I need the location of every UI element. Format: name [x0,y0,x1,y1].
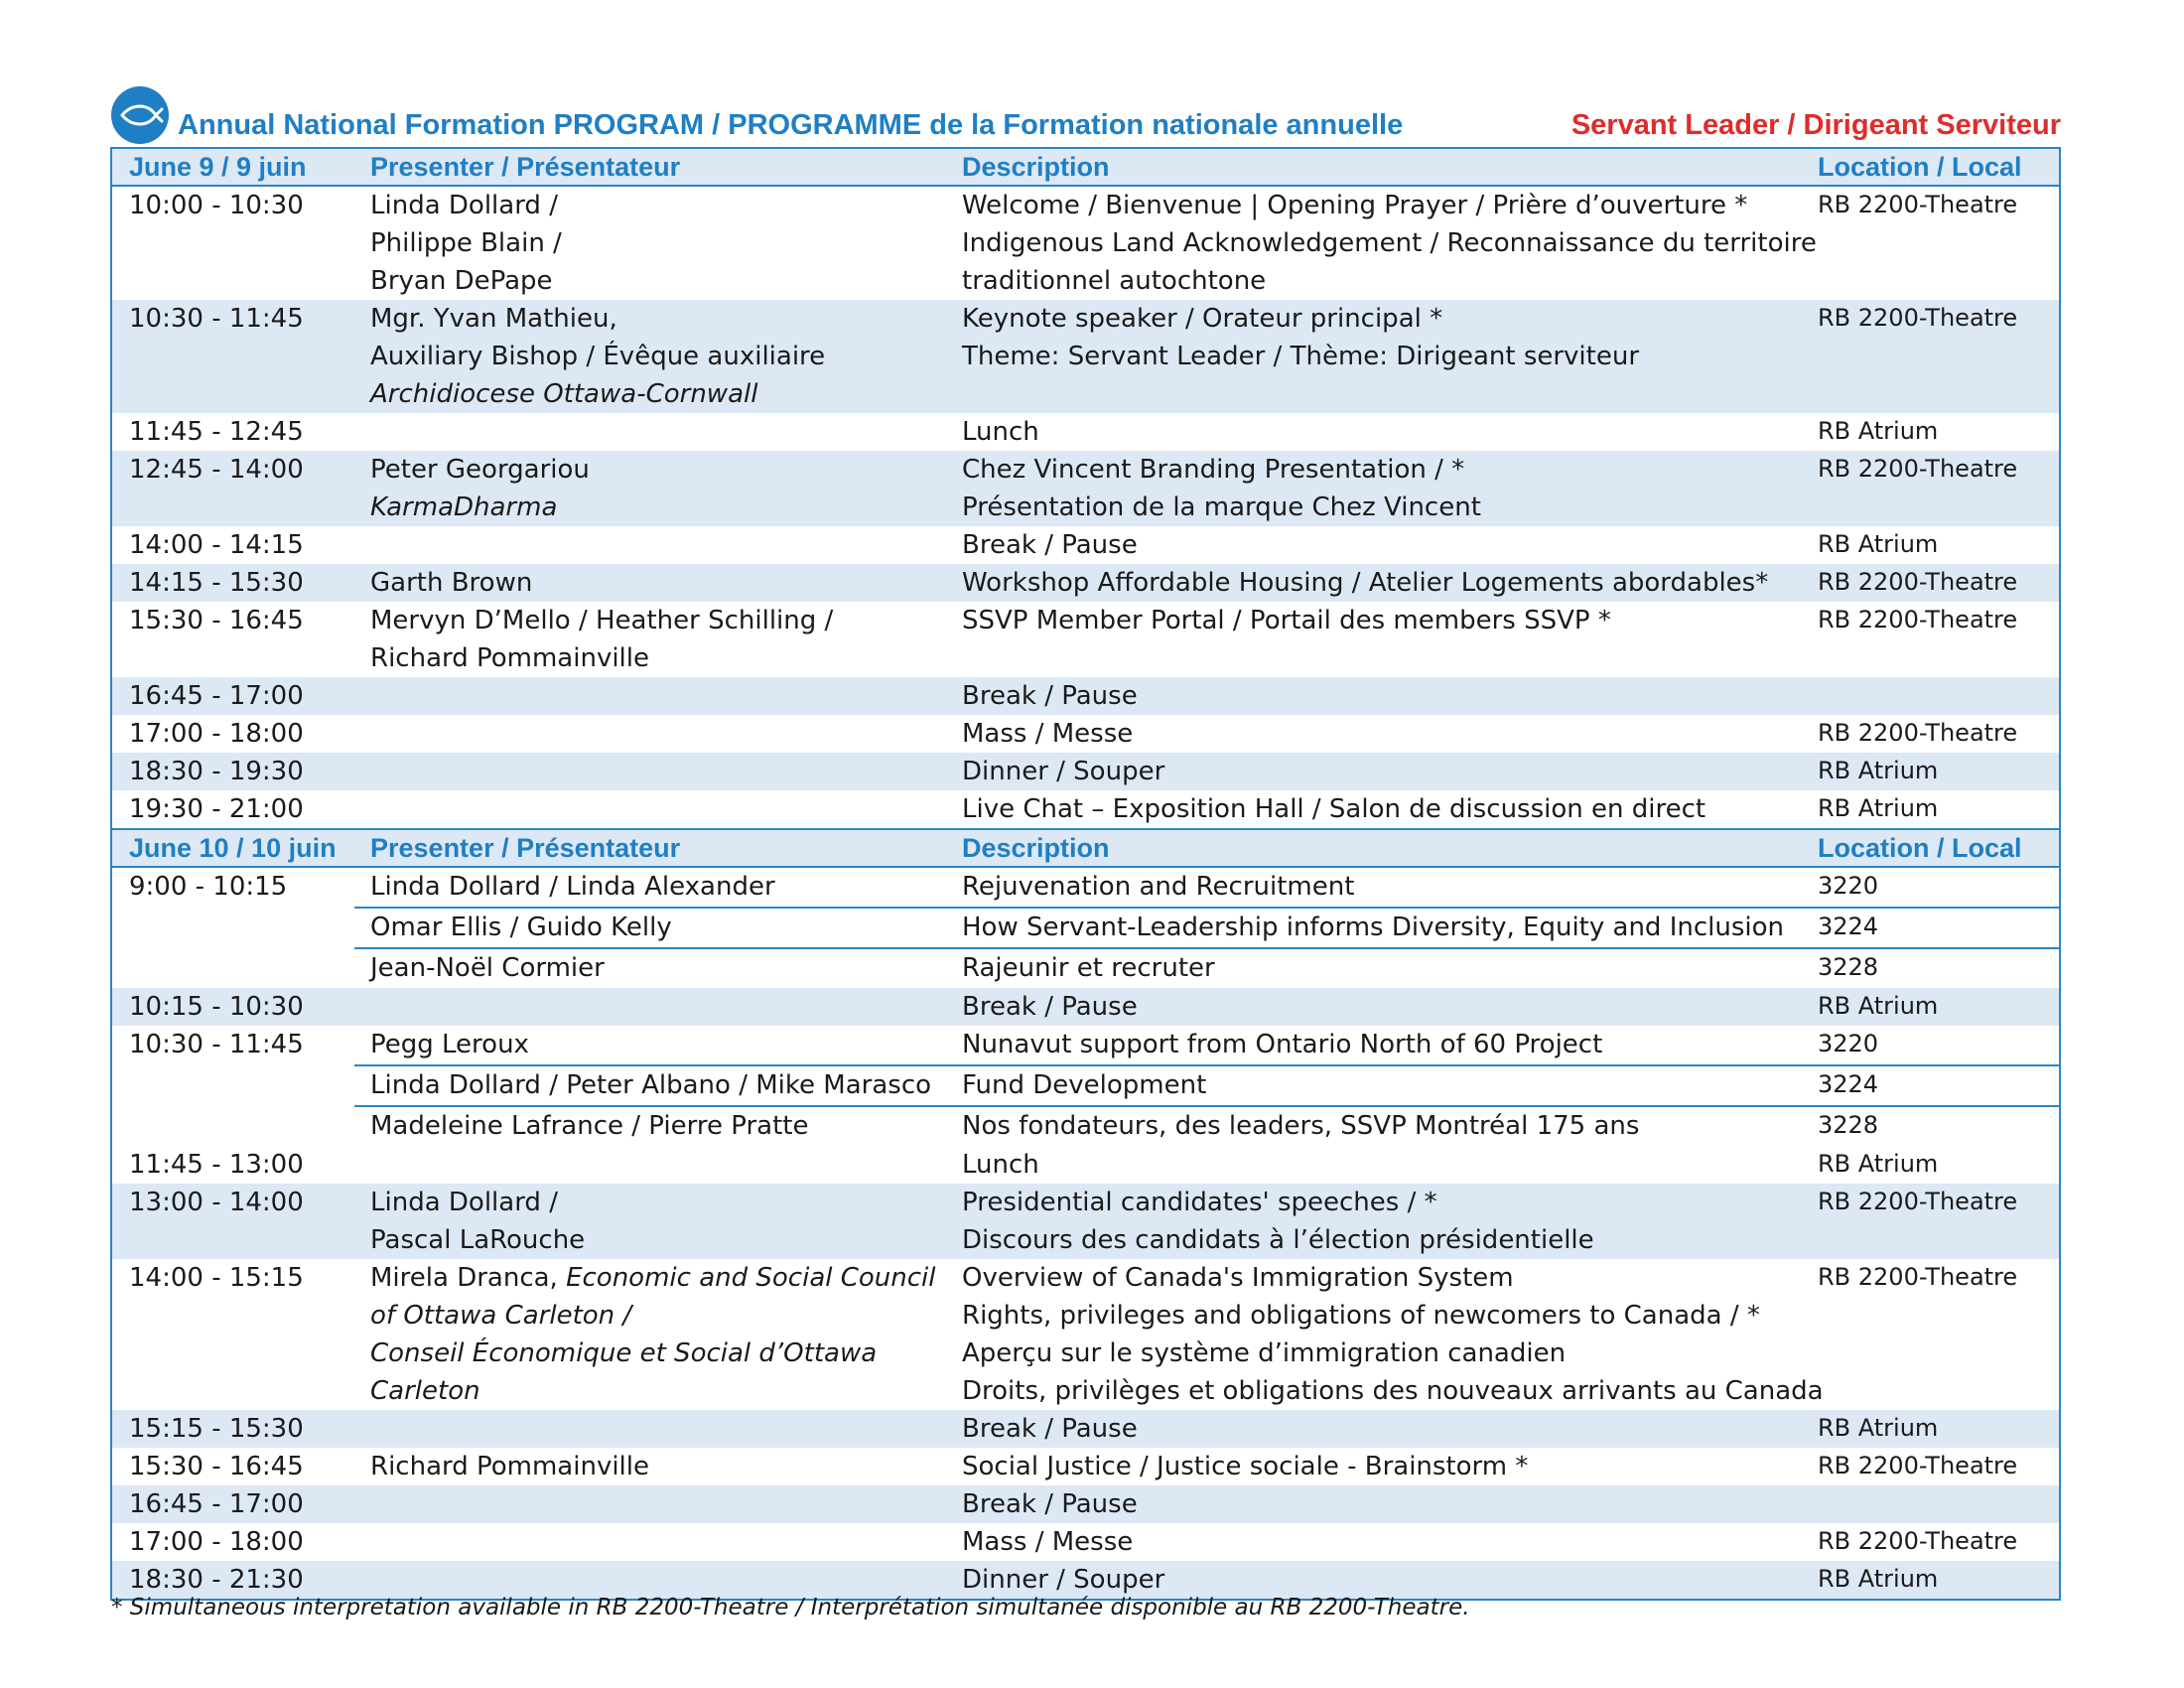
presenter-organization: KarmaDharma [370,492,558,522]
schedule-row [112,300,2059,413]
presenter-organization: Carleton [370,1376,480,1406]
description-header: Description [962,152,1110,182]
parallel-session [354,868,2059,909]
schedule-row [112,1485,2059,1523]
parallel-session [354,949,2059,988]
presenter-name: Mirela Dranca, [370,1263,567,1293]
schedule-row [112,790,2059,828]
description-line: Welcome / Bienvenue | Opening Prayer / Prière d’ouverture * [962,191,1748,220]
day1-header-row [112,149,2059,187]
presenter-organization: Economic and Social Council [566,1263,936,1293]
presenter-line: Pascal LaRouche [370,1225,586,1255]
session-description [962,753,1816,790]
session-description: Break / Pause [962,992,1138,1022]
description-line: Dinner / Souper [962,1565,1165,1595]
description-line: Chez Vincent Branding Presentation / * [962,455,1465,485]
session-description [962,564,1816,602]
presenter-line: Linda Dollard / [370,1188,558,1217]
presenter-line: Linda Dollard / [370,191,558,220]
description-header: Description [962,833,1110,863]
session-description [962,187,1816,300]
session-presenter [370,451,951,526]
schedule-row [112,715,2059,753]
session-description [962,1410,1816,1448]
session-description: Rejuvenation and Recruitment [962,872,1355,902]
session-description [962,602,1816,639]
day2-body [112,1146,2059,1599]
session-presenter [370,1448,951,1485]
session-presenter: Omar Ellis / Guido Kelly [370,913,672,942]
day1-body [112,187,2059,828]
location-header: Location / Local [1818,833,2022,863]
session-description [962,413,1816,451]
description-line: SSVP Member Portal / Portail des members SSVP * [962,606,1611,635]
presenter-organization: Conseil Économique et Social d’Ottawa [370,1338,878,1368]
session-description: Rajeunir et recruter [962,953,1215,983]
session-time: 17:00 - 18:00 [129,1527,304,1557]
session-time: 14:00 - 14:15 [129,530,304,560]
description-line: Social Justice / Justice sociale - Brainstorm * [962,1452,1529,1481]
session-description [962,790,1816,828]
session-description: Nunavut support from Ontario North of 60 Project [962,1030,1603,1059]
session-presenter [370,300,951,413]
session-location: 3224 [1818,913,1879,940]
parallel-session-group-1 [112,868,2059,988]
description-line: Mass / Messe [962,1527,1134,1557]
session-location: RB 2200-Theatre [1818,1452,2018,1479]
session-presenter [370,564,951,602]
session-location: 3228 [1818,1111,1879,1139]
theme-title: Servant Leader / Dirigeant Serviteur [1570,109,2061,141]
session-presenter [370,602,951,677]
session-presenter: Madeleine Lafrance / Pierre Pratte [370,1111,809,1141]
session-presenter [370,187,951,300]
description-line: Mass / Messe [962,719,1134,749]
parallel-session [354,1107,2059,1146]
session-location: 3220 [1818,872,1879,900]
session-presenter [370,1184,951,1259]
session-description [962,451,1816,526]
session-location: RB Atrium [1818,1414,1939,1442]
session-location: RB 2200-Theatre [1818,304,2018,332]
schedule-row [112,1259,2059,1410]
session-time: 10:00 - 10:30 [129,191,304,220]
presenter-line: Garth Brown [370,568,533,598]
description-line: Presidential candidates' speeches / * [962,1188,1437,1217]
session-location: 3228 [1818,953,1879,981]
presenter-organization: Archidiocese Ottawa-Cornwall [370,379,758,409]
description-line: Indigenous Land Acknowledgement / Reconnaissance du territoire [962,228,1817,258]
description-line: Aperçu sur le système d’immigration canadien [962,1338,1567,1368]
presenter-line: Richard Pommainville [370,643,649,673]
description-line: Theme: Servant Leader / Thème: Dirigeant serviteur [962,342,1640,371]
schedule-row [112,1448,2059,1485]
session-time: 15:15 - 15:30 [129,1414,304,1444]
description-line: Live Chat – Exposition Hall / Salon de discussion en direct [962,794,1706,824]
description-line: Discours des candidats à l’élection présidentielle [962,1225,1594,1255]
schedule-row [112,1523,2059,1561]
schedule-row [112,187,2059,300]
session-description: How Servant-Leadership informs Diversity, Equity and Inclusion [962,913,1785,942]
session-time: 10:30 - 11:45 [129,1030,304,1059]
description-line: Break / Pause [962,681,1138,711]
session-time: 14:00 - 15:15 [129,1263,304,1293]
parallel-session [354,909,2059,949]
session-time: 13:00 - 14:00 [129,1188,304,1217]
schedule-row [112,1146,2059,1184]
presenter-line: Mgr. Yvan Mathieu, [370,304,617,334]
schedule-row [112,413,2059,451]
description-line: Break / Pause [962,1489,1138,1519]
footnote: * Simultaneous interpretation available in RB 2200-Theatre / Interprétation simultanée disponible au RB 2200-Theatre. [111,1595,1470,1620]
session-time: 10:30 - 11:45 [129,304,304,334]
schedule-row [112,1410,2059,1448]
session-presenter [370,1259,951,1410]
session-time: 16:45 - 17:00 [129,681,304,711]
session-time: 14:15 - 15:30 [129,568,304,598]
session-location: RB 2200-Theatre [1818,719,2018,747]
session-location: RB Atrium [1818,794,1939,822]
presenter-organization: of Ottawa Carleton / [370,1301,632,1331]
session-location: RB Atrium [1818,757,1939,784]
session-description [962,526,1816,564]
description-line: Break / Pause [962,1414,1138,1444]
presenter-line: Richard Pommainville [370,1452,649,1481]
schedule-row [112,1561,2059,1599]
session-location: 3224 [1818,1070,1879,1098]
presenter-header: Presenter / Présentateur [370,152,681,182]
session-description [962,1485,1816,1523]
day2-date-header: June 10 / 10 juin [129,833,337,863]
day1-date-header: June 9 / 9 juin [129,152,307,182]
parallel-session [354,1026,2059,1066]
session-location: RB 2200-Theatre [1818,606,2018,633]
presenter-header: Presenter / Présentateur [370,833,681,863]
description-line: Droits, privilèges et obligations des nouveaux arrivants au Canada [962,1376,1824,1406]
session-location: RB Atrium [1818,1565,1939,1593]
schedule-table [110,147,2061,1601]
parallel-session-group-2 [112,1026,2059,1146]
presenter-line: Auxiliary Bishop / Évêque auxiliaire [370,342,826,371]
presenter-line: Bryan DePape [370,266,553,296]
presenter-line: Mervyn D’Mello / Heather Schilling / [370,606,834,635]
session-description [962,1561,1816,1599]
schedule-row [112,564,2059,602]
session-description: Nos fondateurs, des leaders, SSVP Montréal 175 ans [962,1111,1640,1141]
session-location: RB 2200-Theatre [1818,1188,2018,1215]
description-line: Workshop Affordable Housing / Atelier Logements abordables* [962,568,1769,598]
session-time: 18:30 - 19:30 [129,757,304,786]
schedule-row [112,1184,2059,1259]
session-location: 3220 [1818,1030,1879,1057]
session-description [962,677,1816,715]
session-description [962,300,1816,375]
fish-icon [110,85,170,145]
day2-header-row [112,828,2059,868]
schedule-row [112,451,2059,526]
schedule-row [112,988,2059,1026]
session-location: RB Atrium [1818,417,1939,445]
session-description [962,1448,1816,1485]
session-location: RB 2200-Theatre [1818,1527,2018,1555]
session-location: RB 2200-Theatre [1818,191,2018,218]
description-line: Présentation de la marque Chez Vincent [962,492,1481,522]
session-description [962,715,1816,753]
session-time: 11:45 - 13:00 [129,1150,304,1180]
session-location: RB 2200-Theatre [1818,455,2018,483]
page-title: Annual National Formation PROGRAM / PROGRAMME de la Formation nationale annuelle [178,109,1404,141]
session-time: 18:30 - 21:30 [129,1565,304,1595]
session-time: 15:30 - 16:45 [129,606,304,635]
session-time: 15:30 - 16:45 [129,1452,304,1481]
session-description [962,1259,1824,1410]
description-line: Lunch [962,417,1039,447]
session-location: RB 2200-Theatre [1818,568,2018,596]
session-description [962,1523,1816,1561]
session-location: RB Atrium [1818,530,1939,558]
session-presenter: Linda Dollard / Linda Alexander [370,872,775,902]
location-header: Location / Local [1818,152,2022,182]
session-description: Fund Development [962,1070,1207,1100]
schedule-row [112,753,2059,790]
description-line: traditionnel autochtone [962,266,1267,296]
session-presenter: Pegg Leroux [370,1030,529,1059]
schedule-row [112,677,2059,715]
description-line: Rights, privileges and obligations of newcomers to Canada / * [962,1301,1760,1331]
session-description [962,1146,1816,1184]
parallel-session [354,1066,2059,1107]
session-presenter: Linda Dollard / Peter Albano / Mike Marasco [370,1070,932,1100]
presenter-line [370,1259,951,1297]
session-time: 11:45 - 12:45 [129,417,304,447]
session-time: 9:00 - 10:15 [129,872,288,902]
session-time: 19:30 - 21:00 [129,794,304,824]
description-line: Keynote speaker / Orateur principal * [962,304,1443,334]
description-line: Break / Pause [962,530,1138,560]
description-line: Lunch [962,1150,1039,1180]
session-time: 17:00 - 18:00 [129,719,304,749]
schedule-row [112,602,2059,677]
session-time: 16:45 - 17:00 [129,1489,304,1519]
session-location: RB Atrium [1818,1150,1939,1178]
session-presenter: Jean-Noël Cormier [370,953,605,983]
session-time: 10:15 - 10:30 [129,992,304,1022]
session-description [962,1184,1816,1259]
presenter-line: Peter Georgariou [370,455,590,485]
session-location: RB 2200-Theatre [1818,1263,2018,1291]
schedule-row [112,526,2059,564]
presenter-line: Philippe Blain / [370,228,562,258]
description-line: Overview of Canada's Immigration System [962,1263,1514,1293]
session-location: RB Atrium [1818,992,1939,1020]
session-time: 12:45 - 14:00 [129,455,304,485]
description-line: Dinner / Souper [962,757,1165,786]
